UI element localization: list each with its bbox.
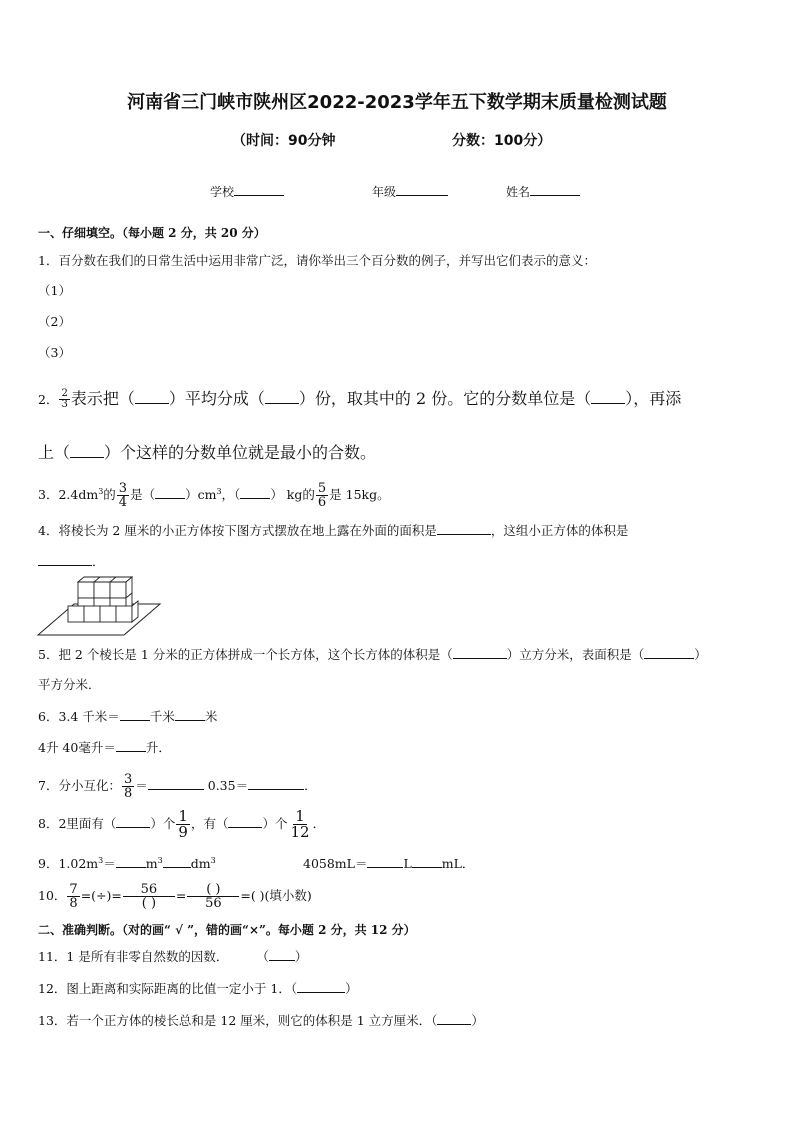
q2-blank-4[interactable] <box>70 444 104 458</box>
question-5-line2: 平方分米． <box>38 677 101 692</box>
q10-fraction-2: $\frac{56}{( )}$ <box>123 883 175 910</box>
q10-fraction-1: $\frac{7}{8}$ <box>69 882 78 911</box>
q9-blank-3[interactable] <box>367 854 403 868</box>
grade-label: 年级 <box>372 185 397 199</box>
question-2-line2: 上（ ）个这样的分数单位就是最小的合数。 <box>38 443 377 462</box>
question-12: 12．图上距离和实际距离的比值一定小于 1．（ ） <box>38 981 358 996</box>
q1-item-1: （1） <box>38 283 71 298</box>
question-5: 5．把 2 个棱长是 1 分米的正方体拼成一个长方体，这个长方体的体积是（ ）立方分米，表面积是（ ） <box>38 647 707 662</box>
question-8: 8．2里面有（ ）个 $\frac{1}{9}$ ，有（ ）个 $\frac{1}{12}$ ． <box>38 807 326 841</box>
q7-blank-1[interactable] <box>148 776 204 790</box>
grade-blank[interactable] <box>396 182 448 196</box>
q5-blank-1[interactable] <box>453 645 507 659</box>
q2-blank-2[interactable] <box>265 390 299 404</box>
name-blank[interactable] <box>530 182 580 196</box>
q12-answer-blank[interactable] <box>297 979 345 993</box>
q3-blank-2[interactable] <box>240 485 270 499</box>
q5-blank-2[interactable] <box>644 645 694 659</box>
q4-blank-1[interactable] <box>437 521 491 535</box>
question-7: 7．分小互化： $\frac{3}{8}$ ＝ 0.35＝ ． <box>38 772 317 801</box>
q9-blank-2[interactable] <box>163 854 191 868</box>
q8-fraction-2: $\frac{1}{12}$ <box>290 807 310 841</box>
q1-item-2: （2） <box>38 314 71 329</box>
grade-field <box>372 182 448 200</box>
q7-blank-2[interactable] <box>248 776 304 790</box>
q11-answer-blank[interactable] <box>269 947 295 961</box>
question-6-line2: 4升 40毫升＝ 升． <box>38 740 171 755</box>
question-3: 3．$2.4dm^3$的 $\frac{3}{4}$ 是（ ）$cm^3$，（ ） kg的 $\frac{5}{6}$ 是 15kg。 <box>38 481 390 510</box>
q13-answer-blank[interactable] <box>437 1011 471 1025</box>
question-1: 1．百分数在我们的日常生活中运用非常广泛，请你举出三个百分数的例子，并写出它们表示的意义： <box>38 253 596 268</box>
exam-time: （时间：90分钟 <box>232 133 336 149</box>
question-13: 13．若一个正方体的棱长总和是 12 厘米，则它的体积是 1 立方厘米．（ ） <box>38 1013 484 1028</box>
question-9-part1: 9．$1.02m^3= m^3$ $dm^3$ <box>38 855 216 871</box>
name-field <box>506 182 580 200</box>
exam-title: 河南省三门峡市陕州区2022-2023学年五下数学期末质量检测试题 <box>127 92 667 113</box>
section2-heading: 二、准确判断。（对的画“ √ ”，错的画“×”。每小题 2 分，共 12 分） <box>38 923 416 937</box>
q8-blank-2[interactable] <box>228 814 262 828</box>
question-6: 6．3.4 千米＝ 千米 米 <box>38 709 218 724</box>
q3-blank-1[interactable] <box>155 485 185 499</box>
question-2: 2． $\frac{2}{3}$ 表示把（ ）平均分成（ ）份，取其中的 2 份。它的分数单位是（ ），再添 <box>38 388 682 410</box>
school-field <box>210 182 284 200</box>
question-11: 11．1 是所有非零自然数的因数． （ ） <box>38 949 308 964</box>
question-9-part2: 4058mL＝ L mL． <box>303 856 475 871</box>
question-10: 10． $\frac{7}{8}$ =(÷)= $\frac{56}{( )}$ = $\frac{( )}{56}$ =( )(填小数) <box>38 882 312 911</box>
q3-fraction-1: $\frac{3}{4}$ <box>118 481 128 510</box>
question-4: 4．将棱长为 2 厘米的小正方体按下图方式摆放在地上露在外面的面积是 ，这组小正方体的体积是 <box>38 523 629 538</box>
q3-fraction-2: $\frac{5}{6}$ <box>317 481 327 510</box>
q6-blank-3[interactable] <box>116 738 146 752</box>
q2-fraction: $\frac{2}{3}$ <box>61 388 68 410</box>
q2-blank-3[interactable] <box>591 390 625 404</box>
question-4-line2: ． <box>38 552 105 570</box>
q8-blank-1[interactable] <box>116 814 150 828</box>
q8-fraction-1: $\frac{1}{9}$ <box>178 807 188 841</box>
exam-score: 分数：100分） <box>452 133 552 149</box>
q4-blank-2[interactable] <box>38 552 92 566</box>
cubes-figure <box>36 574 162 638</box>
school-blank[interactable] <box>234 182 284 196</box>
q7-fraction: $\frac{3}{8}$ <box>123 772 133 801</box>
q2-blank-1[interactable] <box>135 390 169 404</box>
q6-blank-1[interactable] <box>120 707 150 721</box>
school-label: 学校 <box>210 185 235 199</box>
section1-heading: 一、仔细填空。（每小题 2 分，共 20 分） <box>38 226 266 240</box>
q9-blank-1[interactable] <box>116 854 146 868</box>
q6-blank-2[interactable] <box>175 707 205 721</box>
q10-fraction-3: $\frac{( )}{56}$ <box>187 883 239 910</box>
q1-item-3: （3） <box>38 345 71 360</box>
name-label: 姓名 <box>506 185 531 199</box>
q2-number: 2． <box>38 392 59 407</box>
q9-blank-4[interactable] <box>412 854 442 868</box>
